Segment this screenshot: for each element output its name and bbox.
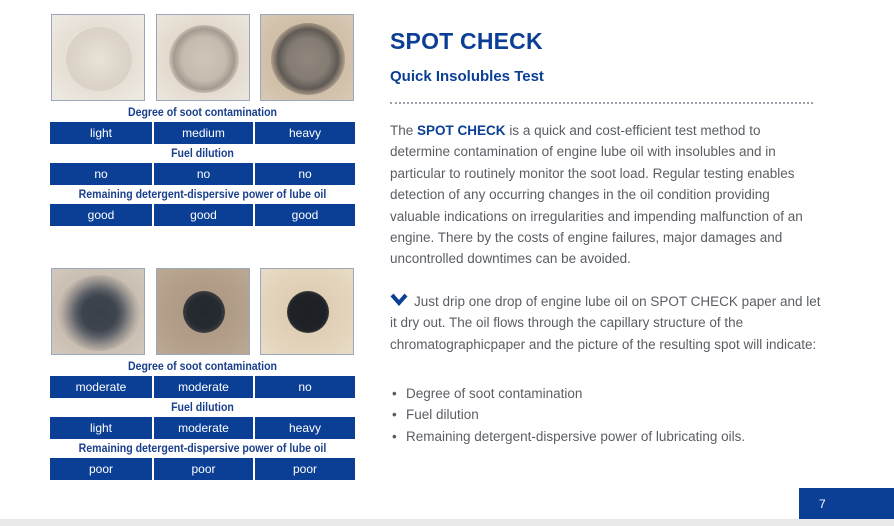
soot-cell: medium (152, 122, 253, 144)
intro-lead: The (390, 123, 414, 138)
detergent-caption: Remaining detergent-dispersive power of lube oil (78, 441, 327, 455)
list-item: • Remaining detergent-dispersive power of lubricating oils. (390, 426, 745, 447)
spot-sample-block-top (50, 14, 355, 226)
soot-cell: moderate (50, 376, 152, 398)
dotted-divider (390, 102, 813, 104)
soot-caption: Degree of soot contamination (127, 359, 278, 373)
fuel-row (50, 163, 355, 185)
soot-cell: no (253, 376, 355, 398)
soot-cell: light (50, 122, 152, 144)
fuel-cell: no (50, 163, 152, 185)
soot-cell: moderate (152, 376, 253, 398)
intro-body: is a quick and cost-efficient test method to determine contamination of engine lube oil with insolubles and in particular to routinely monitor the soot load. Regular testing enables detection of any occurring changes in the oil condition providing valuable indications on irregularities and impending malfunction of an engine. There by the costs of engine failures, major damages and uncontrolled downtimes can be avoided. (390, 123, 803, 267)
fuel-row (50, 417, 355, 439)
page-number-badge (799, 488, 894, 521)
page-number: 7 (819, 497, 826, 511)
detergent-cell: poor (50, 458, 152, 480)
chevron-down-icon (390, 292, 408, 306)
detergent-cell: good (253, 204, 355, 226)
fuel-caption: Fuel dilution (171, 400, 234, 414)
spot-photo-row (50, 268, 355, 357)
detergent-cell: poor (152, 458, 253, 480)
fuel-cell: moderate (152, 417, 253, 439)
soot-caption: Degree of soot contamination (127, 105, 278, 119)
intro-product-name: SPOT CHECK (417, 123, 506, 138)
spot-photo-moderate-soot-light-fuel (51, 268, 145, 355)
spot-photo-medium (156, 14, 250, 101)
indicator-list (390, 383, 745, 447)
fuel-cell: no (253, 163, 355, 185)
fuel-cell: heavy (253, 417, 355, 439)
detergent-cell: poor (253, 458, 355, 480)
spot-sample-block-bottom (50, 268, 355, 480)
bottom-strip (0, 519, 894, 526)
spot-photo-light (51, 14, 145, 101)
list-item: • Degree of soot contamination (390, 383, 745, 404)
detergent-caption: Remaining detergent-dispersive power of lube oil (78, 187, 327, 201)
list-item: • Fuel dilution (390, 404, 745, 425)
instruction-paragraph (390, 291, 822, 355)
spot-photo-moderate-soot-moderate-fuel (156, 268, 250, 355)
fuel-caption: Fuel dilution (171, 146, 234, 160)
instruction-text: Just drip one drop of engine lube oil on SPOT CHECK paper and let it dry out. The oil flows through the capillary structure of the chromatographicpaper and the picture of the resulting spot will indicate: (390, 294, 821, 352)
detergent-row (50, 458, 355, 480)
page-subtitle: Quick Insolubles Test (390, 68, 544, 85)
fuel-cell: light (50, 417, 152, 439)
soot-row (50, 376, 355, 398)
spot-photo-row (50, 14, 355, 103)
page-title: SPOT CHECK (390, 28, 543, 54)
soot-row (50, 122, 355, 144)
detergent-cell: good (152, 204, 253, 226)
intro-paragraph (390, 120, 822, 270)
detergent-cell: good (50, 204, 152, 226)
fuel-cell: no (152, 163, 253, 185)
detergent-row (50, 204, 355, 226)
spot-photo-heavy (260, 14, 354, 101)
soot-cell: heavy (253, 122, 355, 144)
spot-photo-no-soot-heavy-fuel (260, 268, 354, 355)
